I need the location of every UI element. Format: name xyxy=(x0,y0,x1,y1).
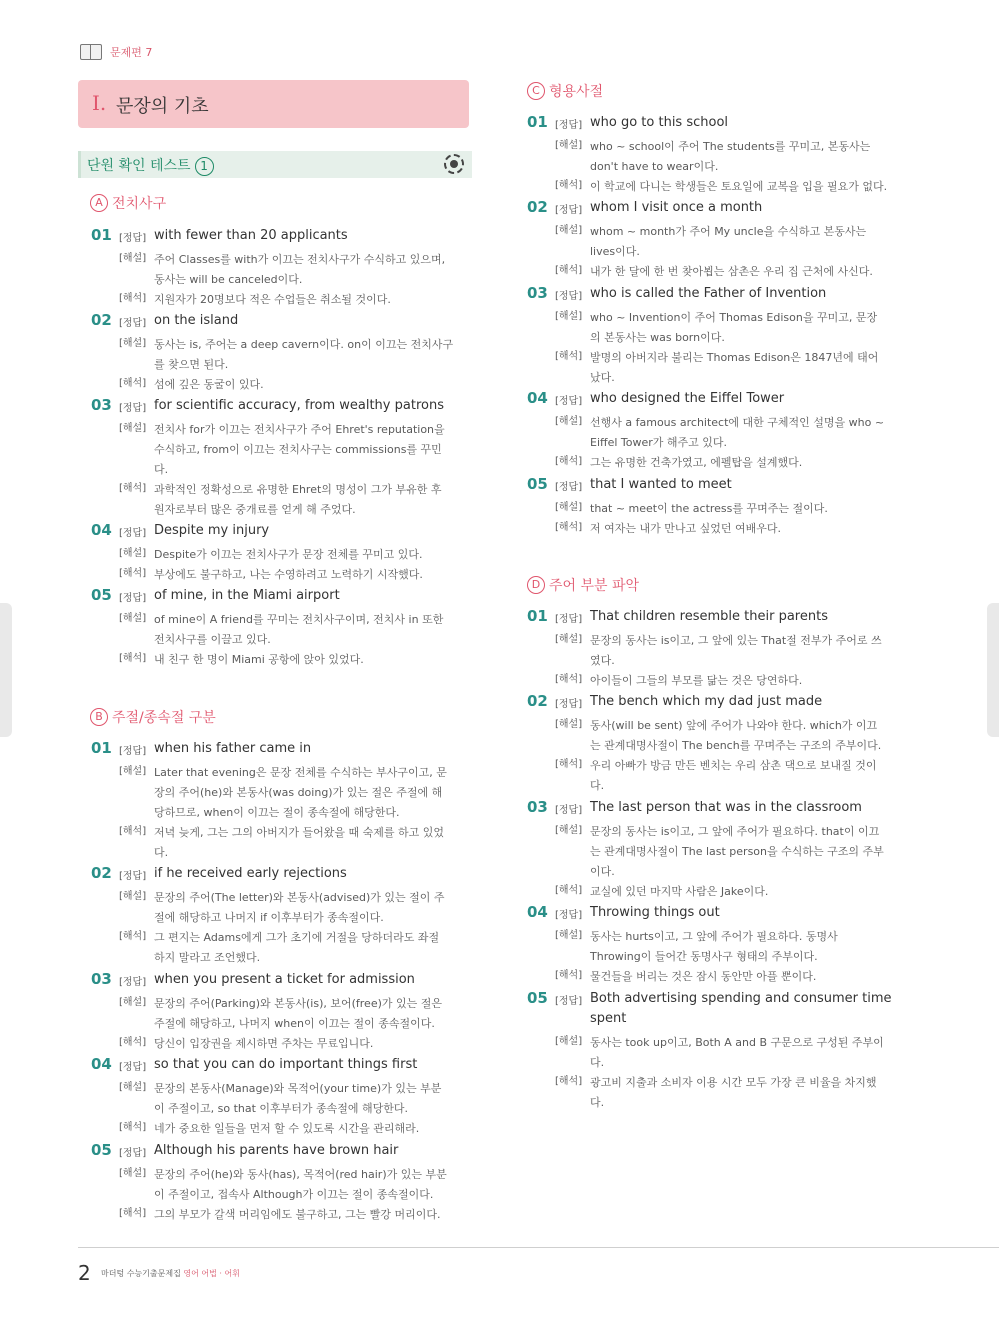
question-number: 05 xyxy=(527,989,548,1007)
translate-tag: [해석] xyxy=(119,483,147,494)
unit-test-label: 단원 확인 테스트 xyxy=(87,158,191,174)
translate-line: 네가 중요한 일들을 먼저 할 수 있도록 시간을 관리해라. xyxy=(154,1122,420,1135)
answer-tag: [정답] xyxy=(555,996,583,1007)
explain-line: 의 본동사는 was born이다. xyxy=(590,331,725,344)
explain-line: of mine이 A friend를 꾸미는 전치사구이며, 전치사 in 또한 xyxy=(154,613,444,626)
question-d-04 xyxy=(527,904,897,984)
translate-line: 다. xyxy=(590,1096,605,1109)
answer-tag: [정답] xyxy=(555,910,583,921)
explain-line: who ~ school이 주어 The students를 꾸미고, 본동사는 xyxy=(590,140,871,153)
question-number: 03 xyxy=(91,396,112,414)
answer-text: so that you can do important things first xyxy=(154,1057,418,1072)
explain-tag: [해설] xyxy=(555,719,583,730)
answer-tag: [정답] xyxy=(555,805,583,816)
explain-line: 이 주절이고, so that 이후부터가 종속절에 해당한다. xyxy=(154,1102,409,1115)
translate-tag: [해석] xyxy=(555,674,583,685)
translate-tag: [해석] xyxy=(555,456,583,467)
translate-tag: [해석] xyxy=(555,970,583,981)
explain-tag: [해설] xyxy=(119,1082,147,1093)
question-number: 05 xyxy=(91,1141,112,1159)
explain-line: 선행사 a famous architect에 대한 구체적인 설명을 who ~ xyxy=(590,416,885,429)
section-d-title: 주어 부분 파악 xyxy=(549,578,640,594)
answer-text: for scientific accuracy, from wealthy patrons xyxy=(154,398,444,413)
answer-tag: [정답] xyxy=(119,233,147,244)
explain-line: 이다. xyxy=(590,865,615,878)
answer-text: if he received early rejections xyxy=(154,866,347,881)
explain-tag: [해설] xyxy=(119,338,147,349)
translate-tag: [해석] xyxy=(119,653,147,664)
translate-line: 섬에 깊은 동굴이 있다. xyxy=(154,378,264,391)
question-number: 03 xyxy=(527,284,548,302)
explain-line: 문장의 동사는 is이고, 그 앞에 있는 That절 전부가 주어로 쓰 xyxy=(590,634,882,647)
explain-line: who ~ Invention이 주어 Thomas Edison을 꾸미고, 문장 xyxy=(590,311,878,324)
answer-tag: [정답] xyxy=(119,746,147,757)
question-b-01 xyxy=(91,740,466,860)
unit-test-number: 1 xyxy=(195,157,214,176)
answer-tag: [정답] xyxy=(119,593,147,604)
explain-line: 동사는 took up이고, Both A and B 구문으로 구성된 주부이 xyxy=(590,1036,884,1049)
question-a-05 xyxy=(91,587,466,667)
explain-line: Despite가 이끄는 전치사구가 문장 전체를 꾸미고 있다. xyxy=(154,548,423,561)
section-b-title: 주절/종속절 구분 xyxy=(112,710,216,726)
translate-line: 하지 말라고 조언했다. xyxy=(154,951,261,964)
question-number: 01 xyxy=(527,113,548,131)
section-c-letter: C xyxy=(527,82,545,100)
explain-line: that ~ meet이 the actress를 꾸며주는 절이다. xyxy=(590,502,828,515)
section-a-title: 전치사구 xyxy=(112,196,167,212)
explain-line: whom ~ month가 주어 My uncle을 수식하고 본동사는 xyxy=(590,225,867,238)
translate-line: 교실에 있던 마지막 사람은 Jake이다. xyxy=(590,885,769,898)
question-b-05 xyxy=(91,1142,466,1222)
explain-line: 다. xyxy=(590,1056,605,1069)
explain-tag: [해설] xyxy=(119,423,147,434)
question-a-01 xyxy=(91,227,466,307)
explain-line: 동사는 will be canceled이다. xyxy=(154,273,303,286)
explain-line: 를 찾으면 된다. xyxy=(154,358,229,371)
explain-line: 수식하고, from이 이끄는 전치사구는 commissions를 꾸민 xyxy=(154,443,442,456)
chapter-title xyxy=(78,80,469,128)
translate-line: 발명의 아버지라 불리는 Thomas Edison은 1847년에 태어 xyxy=(590,351,879,364)
explain-line: 다. xyxy=(154,463,169,476)
footer-book-title: 마더텅 수능기출문제집 xyxy=(101,1269,184,1278)
translate-tag: [해석] xyxy=(119,931,147,942)
translate-line: 그의 부모가 갈색 머리임에도 불구하고, 그는 빨강 머리이다. xyxy=(154,1208,441,1221)
translate-tag: [해석] xyxy=(119,1208,147,1219)
section-a-letter: A xyxy=(90,194,108,212)
question-b-04 xyxy=(91,1056,466,1136)
question-number: 04 xyxy=(527,903,548,921)
translate-tag: [해석] xyxy=(119,1037,147,1048)
translate-line: 원자로부터 많은 중개료를 얻게 해 주었다. xyxy=(154,503,356,516)
explain-tag: [해설] xyxy=(119,766,147,777)
answer-text: of mine, in the Miami airport xyxy=(154,588,340,603)
translate-tag: [해석] xyxy=(555,180,583,191)
answer-text: when his father came in xyxy=(154,741,312,756)
question-number: 04 xyxy=(527,389,548,407)
question-c-04 xyxy=(527,390,897,470)
question-c-02 xyxy=(527,199,897,279)
translate-line: 물건들을 버리는 것은 잠시 동안만 아플 뿐이다. xyxy=(590,970,817,983)
translate-line: 다. xyxy=(590,779,605,792)
answer-tag: [정답] xyxy=(555,396,583,407)
question-number: 03 xyxy=(91,970,112,988)
translate-tag: [해석] xyxy=(119,826,147,837)
translate-line: 그는 유명한 건축가였고, 에펠탑을 설계했다. xyxy=(590,456,803,469)
explain-tag: [해설] xyxy=(555,140,583,151)
explain-line: 문장의 동사는 is이고, 그 앞에 주어가 필요하다. that이 이끄 xyxy=(590,825,880,838)
translate-line: 다. xyxy=(154,846,169,859)
translate-line: 당신이 입장권을 제시하면 주차는 무료입니다. xyxy=(154,1037,374,1050)
question-a-04 xyxy=(91,522,466,582)
footer-divider xyxy=(78,1247,999,1248)
question-number: 01 xyxy=(91,739,112,757)
answer-tag: [정답] xyxy=(119,1062,147,1073)
translate-tag: [해석] xyxy=(119,378,147,389)
book-icon xyxy=(80,44,102,60)
explain-line: 였다. xyxy=(590,654,615,667)
question-c-03 xyxy=(527,285,897,385)
answer-text: who is called the Father of Invention xyxy=(590,286,827,301)
explain-tag: [해설] xyxy=(555,1036,583,1047)
answer-text: with fewer than 20 applicants xyxy=(154,228,348,243)
answer-tag: [정답] xyxy=(555,699,583,710)
explain-tag: [해설] xyxy=(555,930,583,941)
chapter-numeral: I. xyxy=(92,91,107,115)
chapter-title-text: 문장의 기초 xyxy=(116,96,209,117)
answer-tag: [정답] xyxy=(555,482,583,493)
answer-tag: [정답] xyxy=(119,977,147,988)
answer-text: Throwing things out xyxy=(590,905,720,920)
explain-line: 당하므로, when이 이끄는 절이 종속절에 해당한다. xyxy=(154,806,400,819)
answer-text: when you present a ticket for admission xyxy=(154,972,415,987)
translate-line: 내가 한 달에 한 번 찾아뵙는 삼촌은 우리 집 근처에 사신다. xyxy=(590,265,873,278)
question-d-05 xyxy=(527,990,897,1110)
question-number: 05 xyxy=(91,586,112,604)
question-number: 02 xyxy=(91,311,112,329)
answer-text: Both advertising spending and consumer time xyxy=(590,991,892,1006)
explain-tag: [해설] xyxy=(555,825,583,836)
explain-line: 문장의 본동사(Manage)와 목적어(your time)가 있는 부분 xyxy=(154,1082,442,1095)
question-d-01 xyxy=(527,608,897,688)
answer-tag: [정답] xyxy=(555,614,583,625)
question-number: 05 xyxy=(527,475,548,493)
explain-line: 주어 Classes를 with가 이끄는 전치사구가 수식하고 있으며, xyxy=(154,253,446,266)
question-number: 02 xyxy=(527,692,548,710)
answer-text: that I wanted to meet xyxy=(590,477,732,492)
translate-tag: [해석] xyxy=(555,522,583,533)
explain-line: 는 관계대명사절이 The last person을 수식하는 구조의 주부 xyxy=(590,845,884,858)
question-a-02 xyxy=(91,312,466,392)
question-number: 04 xyxy=(91,1055,112,1073)
answer-text-continued: spent xyxy=(590,1011,627,1026)
gear-icon xyxy=(444,154,464,174)
question-c-01 xyxy=(527,114,897,194)
explain-line: Eiffel Tower가 해주고 있다. xyxy=(590,436,728,449)
explain-tag: [해설] xyxy=(119,253,147,264)
explain-line: 전치사 for가 이끄는 전치사구가 주어 Ehret's reputation을 xyxy=(154,423,445,436)
translate-line: 부상에도 불구하고, 나는 수영하려고 노력하기 시작했다. xyxy=(154,568,423,581)
translate-line: 지원자가 20명보다 적은 수업들은 취소될 것이다. xyxy=(154,293,391,306)
answer-tag: [정답] xyxy=(555,291,583,302)
explain-line: 문장의 주어(The letter)와 본동사(advised)가 있는 절이 주 xyxy=(154,891,445,904)
page-header xyxy=(80,44,152,60)
page-number: 2 xyxy=(78,1261,91,1285)
translate-tag: [해석] xyxy=(555,885,583,896)
footer-subject: 영어 어법 · 어휘 xyxy=(183,1269,240,1278)
answer-tag: [정답] xyxy=(119,403,147,414)
answer-text: The bench which my dad just made xyxy=(590,694,823,709)
next-page-tab[interactable] xyxy=(987,603,999,737)
explain-line: Throwing이 들어간 동명사구 형태의 주부이다. xyxy=(590,950,818,963)
translate-tag: [해석] xyxy=(119,568,147,579)
translate-tag: [해석] xyxy=(555,351,583,362)
question-d-03 xyxy=(527,799,897,899)
section-d-letter: D xyxy=(527,576,545,594)
answer-text: Despite my injury xyxy=(154,523,270,538)
answer-text: whom I visit once a month xyxy=(590,200,763,215)
answer-tag: [정답] xyxy=(119,1148,147,1159)
answer-text: who designed the Eiffel Tower xyxy=(590,391,785,406)
explain-line: 장의 주어(he)와 본동사(was doing)가 있는 절은 주절에 해 xyxy=(154,786,443,799)
explain-tag: [해설] xyxy=(119,1168,147,1179)
translate-line: 우리 아빠가 방금 만든 벤치는 우리 삼촌 댁으로 보내질 것이 xyxy=(590,759,877,772)
translate-tag: [해석] xyxy=(119,293,147,304)
answer-text: who go to this school xyxy=(590,115,729,130)
explain-line: 는 관계대명사절이 The bench를 꾸며주는 구조의 주부이다. xyxy=(590,739,882,752)
question-number: 04 xyxy=(91,521,112,539)
explain-tag: [해설] xyxy=(555,225,583,236)
explain-line: don't have to wear이다. xyxy=(590,160,719,173)
answer-text: Although his parents have brown hair xyxy=(154,1143,399,1158)
explain-line: 동사(will be sent) 앞에 주어가 나와야 한다. which가 이끄 xyxy=(590,719,878,732)
question-number: 01 xyxy=(91,226,112,244)
answer-text: The last person that was in the classroom xyxy=(590,800,862,815)
question-number: 03 xyxy=(527,798,548,816)
explain-tag: [해설] xyxy=(119,891,147,902)
translate-line: 이 학교에 다니는 학생들은 토요일에 교복을 입을 필요가 없다. xyxy=(590,180,888,193)
question-c-05 xyxy=(527,476,897,536)
answer-tag: [정답] xyxy=(119,528,147,539)
explain-line: lives이다. xyxy=(590,245,640,258)
section-c-heading xyxy=(527,81,603,101)
answer-tag: [정답] xyxy=(555,205,583,216)
section-b-letter: B xyxy=(90,708,108,726)
translate-tag: [해석] xyxy=(555,265,583,276)
translate-tag: [해석] xyxy=(555,759,583,770)
question-number: 01 xyxy=(527,607,548,625)
explain-line: 동사는 hurts이고, 그 앞에 주어가 필요하다. 동명사 xyxy=(590,930,838,943)
answer-text: That children resemble their parents xyxy=(590,609,828,624)
explain-tag: [해설] xyxy=(119,613,147,624)
answer-tag: [정답] xyxy=(555,120,583,131)
footer-text xyxy=(101,1268,240,1279)
question-a-03 xyxy=(91,397,466,517)
section-b-heading xyxy=(90,707,216,727)
answer-tag: [정답] xyxy=(119,871,147,882)
question-d-02 xyxy=(527,693,897,793)
answer-tag: [정답] xyxy=(119,318,147,329)
explain-line: 이 주절이고, 접속사 Although가 이끄는 절이 종속절이다. xyxy=(154,1188,434,1201)
explain-tag: [해설] xyxy=(555,311,583,322)
translate-line: 과학적인 정확성으로 유명한 Ehret의 명성이 그가 부유한 후 xyxy=(154,483,442,496)
explain-line: 주절에 해당하고, 나머지 when이 이끄는 절이 종속절이다. xyxy=(154,1017,435,1030)
section-a-heading xyxy=(90,193,166,213)
translate-line: 내 친구 한 명이 Miami 공항에 앉아 있었다. xyxy=(154,653,364,666)
explain-line: 전치사구를 이끌고 있다. xyxy=(154,633,271,646)
explain-line: 문장의 주어(he)와 동사(has), 목적어(red hair)가 있는 부분 xyxy=(154,1168,447,1181)
answer-text: on the island xyxy=(154,313,239,328)
section-c-title: 형용사절 xyxy=(549,84,604,100)
explain-line: 문장의 주어(Parking)와 본동사(is), 보어(free)가 있는 절은 xyxy=(154,997,443,1010)
explain-tag: [해설] xyxy=(555,416,583,427)
translate-tag: [해석] xyxy=(119,1122,147,1133)
explain-line: Later that evening은 문장 전체를 수식하는 부사구이고, 문 xyxy=(154,766,447,779)
question-b-03 xyxy=(91,971,466,1051)
translate-line: 났다. xyxy=(590,371,615,384)
translate-line: 광고비 지출과 소비자 이용 시간 모두 가장 큰 비율을 차지했 xyxy=(590,1076,877,1089)
explain-tag: [해설] xyxy=(119,548,147,559)
question-number: 02 xyxy=(91,864,112,882)
translate-line: 그 편지는 Adams에게 그가 초기에 거절을 당하더라도 좌절 xyxy=(154,931,440,944)
explain-tag: [해설] xyxy=(119,997,147,1008)
translate-tag: [해석] xyxy=(555,1076,583,1087)
section-d-heading xyxy=(527,575,639,595)
translate-line: 저녁 늦게, 그는 그의 아버지가 들어왔을 때 숙제를 하고 있었 xyxy=(154,826,444,839)
explain-tag: [해설] xyxy=(555,634,583,645)
translate-line: 저 여자는 내가 만나고 싶었던 여배우다. xyxy=(590,522,781,535)
translate-line: 아이들이 그들의 부모를 닮는 것은 당연하다. xyxy=(590,674,803,687)
explain-line: 절에 해당하고 나머지 if 이후부터가 종속절이다. xyxy=(154,911,384,924)
previous-page-tab[interactable] xyxy=(0,603,12,737)
unit-test-bar xyxy=(78,151,472,178)
header-text: 문제편 7 xyxy=(110,46,153,59)
question-b-02 xyxy=(91,865,466,965)
question-number: 02 xyxy=(527,198,548,216)
explain-tag: [해설] xyxy=(555,502,583,513)
explain-line: 동사는 is, 주어는 a deep cavern이다. on이 이끄는 전치사구 xyxy=(154,338,454,351)
